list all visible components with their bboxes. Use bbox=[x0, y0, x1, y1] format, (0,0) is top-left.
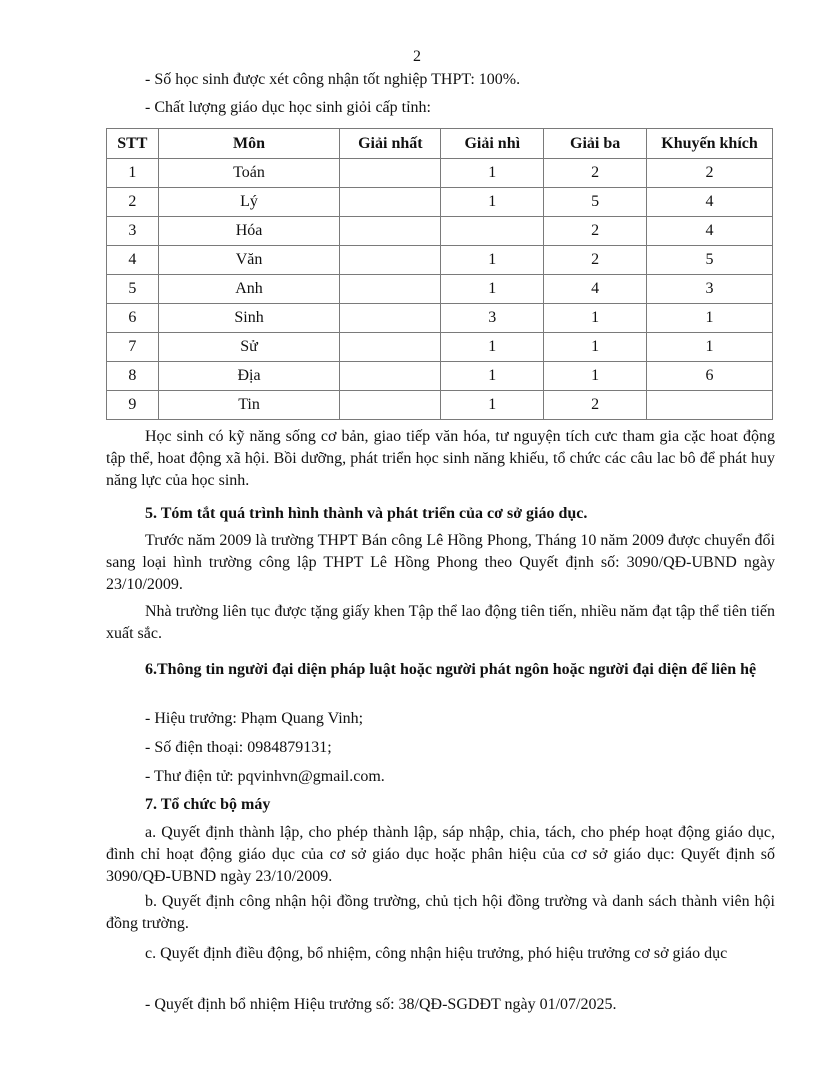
cell-stt: 6 bbox=[107, 304, 159, 333]
history-paragraph: Trước năm 2009 là trường THPT Bán công Lê Hồng Phong, Tháng 10 năm 2009 được chuyển đổi sang loại hình trường công lập THPT Lê Hồng Phong theo Quyết định số: 3090/QĐ-UBND ngày 23/10/2009. bbox=[106, 532, 775, 593]
table-row bbox=[107, 217, 773, 246]
header-third-prize: Giải ba bbox=[544, 129, 647, 159]
cell-encouragement: 4 bbox=[647, 188, 773, 217]
cell-encouragement: 3 bbox=[647, 275, 773, 304]
cell-encouragement: 2 bbox=[647, 159, 773, 188]
section-6-heading: 6.Thông tin người đại diện pháp luật hoặc người phát ngôn hoặc người đại diện để liên hệ bbox=[145, 661, 757, 678]
graduation-rate-text: - Số học sinh được xét công nhận tốt nghiệp THPT: 100%. bbox=[145, 71, 521, 88]
cell-subject: Lý bbox=[158, 188, 340, 217]
cell-stt: 1 bbox=[107, 159, 159, 188]
cell-stt: 7 bbox=[107, 333, 159, 362]
table-row bbox=[107, 304, 773, 333]
item-b-paragraph: b. Quyết định công nhận hội đồng trường, chủ tịch hội đồng trường và danh sách thành viên hội đồng trường. bbox=[106, 893, 775, 932]
item-c-paragraph: c. Quyết định điều động, bổ nhiệm, công nhận hiệu trưởng, phó hiệu trưởng cơ sở giáo dục bbox=[145, 945, 728, 962]
header-second-prize: Giải nhì bbox=[441, 129, 544, 159]
principal-appointment: - Quyết định bổ nhiệm Hiệu trưởng số: 38/QĐ-SGDĐT ngày 01/07/2025. bbox=[145, 996, 617, 1013]
student-skills-paragraph: Học sinh có kỹ năng sống cơ bản, giao tiếp văn hóa, tư nguyện tích cưc tham gia cặc hoat động tập thể, hoat động xã hội. Bồi dưỡng, phát triển học sinh năng khiếu, tổ chức các câu lac bô để phát huy năng lực của học sinh. bbox=[106, 428, 775, 489]
section-7-heading: 7. Tổ chức bộ máy bbox=[145, 796, 271, 813]
cell-second-prize: 1 bbox=[441, 391, 544, 420]
cell-third-prize: 2 bbox=[544, 217, 647, 246]
cell-stt: 5 bbox=[107, 275, 159, 304]
cell-second-prize bbox=[441, 217, 544, 246]
cell-subject: Hóa bbox=[158, 217, 340, 246]
cell-third-prize: 2 bbox=[544, 391, 647, 420]
cell-encouragement: 1 bbox=[647, 304, 773, 333]
cell-first-prize bbox=[340, 391, 441, 420]
cell-second-prize: 1 bbox=[441, 333, 544, 362]
table-row bbox=[107, 391, 773, 420]
header-stt: STT bbox=[107, 129, 159, 159]
cell-third-prize: 5 bbox=[544, 188, 647, 217]
table-row bbox=[107, 333, 773, 362]
cell-subject: Địa bbox=[158, 362, 340, 391]
awards-history-paragraph: Nhà trường liên tục được tặng giấy khen Tập thể lao động tiên tiến, nhiều năm đạt tập thể tiên tiến xuất sắc. bbox=[106, 603, 775, 642]
cell-subject: Sinh bbox=[158, 304, 340, 333]
section-5-heading: 5. Tóm tắt quá trình hình thành và phát triển của cơ sở giáo dục. bbox=[145, 505, 588, 522]
cell-subject: Văn bbox=[158, 246, 340, 275]
cell-first-prize bbox=[340, 159, 441, 188]
table-row bbox=[107, 188, 773, 217]
cell-encouragement: 6 bbox=[647, 362, 773, 391]
cell-first-prize bbox=[340, 188, 441, 217]
cell-third-prize: 2 bbox=[544, 246, 647, 275]
cell-first-prize bbox=[340, 246, 441, 275]
table-row bbox=[107, 275, 773, 304]
table-header-row bbox=[107, 129, 773, 159]
cell-second-prize: 1 bbox=[441, 246, 544, 275]
cell-stt: 4 bbox=[107, 246, 159, 275]
table-row bbox=[107, 246, 773, 275]
cell-third-prize: 1 bbox=[544, 362, 647, 391]
email-address: - Thư điện tử: pqvinhvn@gmail.com. bbox=[145, 768, 385, 785]
header-encouragement: Khuyến khích bbox=[647, 129, 773, 159]
cell-subject: Toán bbox=[158, 159, 340, 188]
cell-first-prize bbox=[340, 217, 441, 246]
cell-second-prize: 3 bbox=[441, 304, 544, 333]
cell-encouragement: 4 bbox=[647, 217, 773, 246]
principal-name: - Hiệu trưởng: Phạm Quang Vinh; bbox=[145, 710, 364, 727]
cell-stt: 8 bbox=[107, 362, 159, 391]
cell-third-prize: 2 bbox=[544, 159, 647, 188]
cell-third-prize: 1 bbox=[544, 333, 647, 362]
cell-first-prize bbox=[340, 362, 441, 391]
cell-first-prize bbox=[340, 333, 441, 362]
cell-stt: 2 bbox=[107, 188, 159, 217]
cell-second-prize: 1 bbox=[441, 362, 544, 391]
cell-third-prize: 4 bbox=[544, 275, 647, 304]
cell-subject: Sử bbox=[158, 333, 340, 362]
item-a-paragraph: a. Quyết định thành lập, cho phép thành lập, sáp nhập, chia, tách, cho phép hoạt động giáo dục, đình chỉ hoạt động giáo dục của cơ sở giáo dục hoặc phân hiệu của cơ sở giáo dục: Quyết định số 3090/QĐ-UBND ngày 23/10/2009. bbox=[106, 824, 775, 885]
cell-second-prize: 1 bbox=[441, 159, 544, 188]
cell-first-prize bbox=[340, 275, 441, 304]
cell-encouragement: 1 bbox=[647, 333, 773, 362]
cell-encouragement: 5 bbox=[647, 246, 773, 275]
award-quality-heading: - Chất lượng giáo dục học sinh giỏi cấp tỉnh: bbox=[145, 99, 431, 116]
cell-third-prize: 1 bbox=[544, 304, 647, 333]
header-first-prize: Giải nhất bbox=[340, 129, 441, 159]
cell-subject: Anh bbox=[158, 275, 340, 304]
cell-first-prize bbox=[340, 304, 441, 333]
provincial-awards-table bbox=[106, 128, 773, 420]
page-number: 2 bbox=[413, 48, 421, 65]
cell-stt: 9 bbox=[107, 391, 159, 420]
phone-number: - Số điện thoại: 0984879131; bbox=[145, 739, 332, 756]
table-row bbox=[107, 159, 773, 188]
cell-second-prize: 1 bbox=[441, 188, 544, 217]
header-subject: Môn bbox=[158, 129, 340, 159]
cell-stt: 3 bbox=[107, 217, 159, 246]
cell-second-prize: 1 bbox=[441, 275, 544, 304]
cell-subject: Tin bbox=[158, 391, 340, 420]
table-row bbox=[107, 362, 773, 391]
cell-encouragement bbox=[647, 391, 773, 420]
